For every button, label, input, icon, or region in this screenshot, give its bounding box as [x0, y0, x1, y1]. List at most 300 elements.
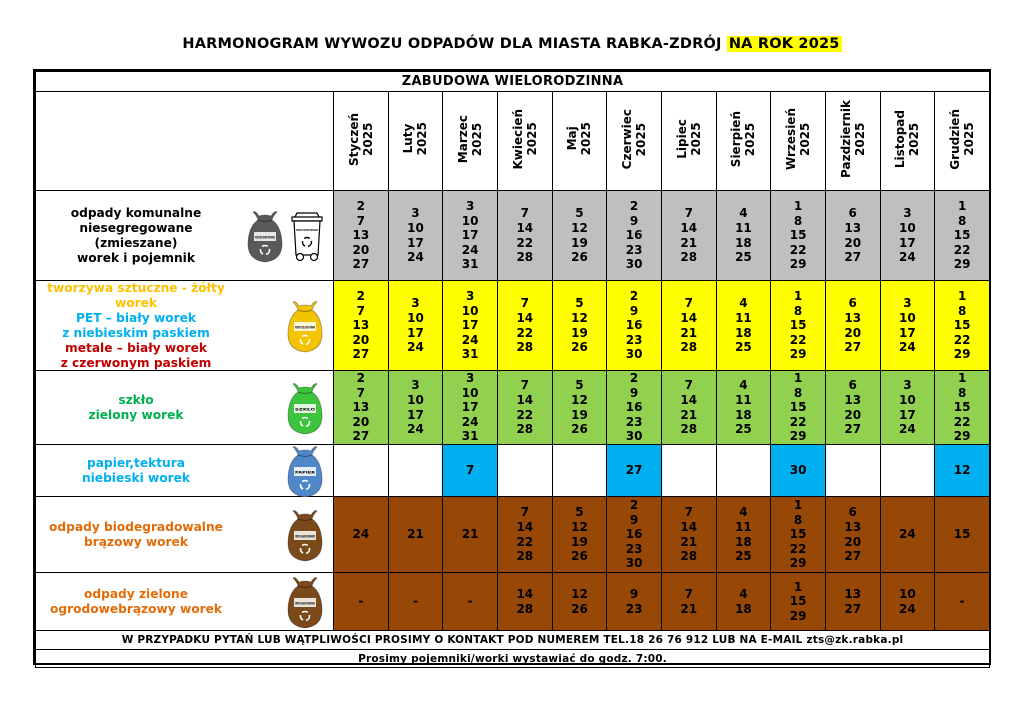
pickup-date: 5: [575, 378, 584, 393]
pickup-date: 14: [516, 220, 534, 235]
pickup-date: 12: [571, 519, 588, 534]
pickup-date: 27: [844, 549, 862, 564]
svg-text:POZOSTAŁE ODPADY KOMUNALNE: POZOSTAŁE ODPADY KOMUNALNE: [296, 227, 318, 232]
pickup-date: 27: [625, 463, 643, 478]
pickup-date: 24: [461, 414, 479, 429]
pickup-date: 22: [789, 541, 807, 556]
category-label-line: z niebieskim paskiem: [62, 325, 210, 340]
pickup-date: 14: [516, 586, 534, 601]
pickup-date: 13: [352, 228, 370, 243]
date-cell: [771, 497, 826, 573]
pickup-date: 4: [739, 378, 748, 393]
month-name: Pazdziernik: [838, 100, 853, 178]
pickup-date: 9: [629, 213, 639, 228]
brown-bag-icon: [285, 574, 325, 630]
date-cell: [443, 191, 498, 281]
pickup-date: 27: [844, 340, 862, 355]
date-cell: [607, 191, 662, 281]
month-header: [825, 92, 880, 191]
pickup-date: 16: [625, 400, 643, 415]
pickup-date: 28: [516, 549, 534, 564]
pickup-date: 17: [461, 318, 479, 333]
date-cell: [497, 281, 552, 371]
date-cell: [552, 281, 607, 371]
date-cell: [552, 573, 607, 631]
pickup-date: 3: [411, 378, 420, 393]
pickup-date: 17: [899, 407, 916, 422]
date-cell: [443, 281, 498, 371]
date-cell: [552, 371, 607, 445]
category-label: [36, 393, 236, 423]
pickup-date: 20: [352, 332, 370, 347]
pickup-date: 31: [461, 257, 479, 272]
category-label-line: szkło: [118, 392, 154, 407]
category-label-line: zielony worek: [88, 407, 184, 422]
pickup-date: 12: [953, 463, 971, 478]
svg-text:POZOSTAŁE ODPADY KOMUNALNE: POZOSTAŁE ODPADY KOMUNALNE: [255, 235, 275, 239]
category-label-line: tworzywa sztuczne - żółty: [47, 280, 225, 295]
pickup-date: 13: [844, 220, 862, 235]
pickup-date: 22: [516, 407, 534, 422]
pickup-date: 6: [848, 206, 857, 221]
pickup-date: 10: [461, 385, 479, 400]
pickup-date: 26: [571, 340, 588, 355]
category-label: [36, 587, 236, 617]
date-cell: [716, 191, 771, 281]
date-cell: [607, 281, 662, 371]
pickup-date: 16: [625, 318, 643, 333]
pickup-date: 10: [899, 310, 916, 325]
category-icons: [285, 507, 325, 563]
pickup-date: 23: [625, 414, 643, 429]
pickup-date: 29: [953, 429, 971, 444]
pickup-date: 31: [461, 429, 479, 444]
month-header: [771, 92, 826, 191]
pickup-date: 24: [899, 601, 916, 616]
pickup-date: 7: [520, 378, 529, 393]
date-cell: [935, 497, 990, 573]
date-cell: [552, 445, 607, 497]
waste-row-papier: [36, 445, 990, 497]
month-year: 2025: [798, 122, 813, 156]
pickup-date: 24: [899, 340, 916, 355]
green-bag-icon: [285, 380, 325, 436]
date-cell: [771, 191, 826, 281]
category-label: [36, 281, 236, 371]
date-cell: [497, 445, 552, 497]
pickup-date: 3: [465, 199, 475, 214]
pickup-date: 4: [739, 296, 748, 311]
pickup-date: 20: [352, 242, 370, 257]
pickup-date: 30: [625, 429, 643, 444]
category-label-line: z czerwonym paskiem: [60, 355, 212, 370]
date-cell: [388, 281, 443, 371]
pickup-date: 29: [789, 608, 807, 623]
date-cell: [607, 371, 662, 445]
pickup-date: 22: [953, 332, 971, 347]
pickup-date: 27: [352, 347, 370, 362]
month-year: 2025: [415, 122, 430, 156]
pickup-date: 29: [789, 556, 807, 571]
month-header: [388, 92, 443, 191]
pickup-date: -: [358, 594, 364, 609]
category-label: [36, 520, 236, 550]
pickup-date: 18: [735, 325, 752, 340]
pickup-date: 30: [625, 257, 643, 272]
pickup-date: 1: [793, 199, 803, 214]
category-label-line: PET – biały worek: [75, 310, 196, 325]
pickup-date: 16: [625, 527, 643, 542]
pickup-date: 28: [516, 250, 534, 265]
pickup-date: 3: [465, 371, 475, 386]
date-cell: [935, 281, 990, 371]
pickup-date: 22: [789, 332, 807, 347]
svg-text:SZKŁO: SZKŁO: [295, 407, 316, 411]
date-cell: [880, 191, 935, 281]
pickup-date: 30: [625, 347, 643, 362]
date-cell: [388, 371, 443, 445]
date-cell: [935, 191, 990, 281]
pickup-date: 20: [352, 414, 370, 429]
pickup-date: 6: [848, 505, 857, 520]
pickup-date: 7: [520, 206, 529, 221]
pickup-date: 9: [629, 385, 639, 400]
pickup-date: 17: [461, 400, 479, 415]
pickup-date: 21: [680, 235, 698, 250]
svg-text:PAPIER: PAPIER: [295, 470, 316, 474]
date-cell: [388, 191, 443, 281]
pickup-date: 10: [899, 220, 916, 235]
pickup-date: 8: [957, 303, 967, 318]
pickup-date: 28: [680, 549, 698, 564]
pickup-date: 18: [735, 534, 752, 549]
header-blank-cell: [36, 92, 334, 191]
pickup-date: 15: [789, 594, 807, 609]
pickup-date: 23: [625, 601, 643, 616]
pickup-date: 4: [739, 586, 748, 601]
pickup-date: 26: [571, 601, 588, 616]
date-cell: [716, 371, 771, 445]
pickup-date: 14: [680, 220, 698, 235]
date-cell: [935, 573, 990, 631]
pickup-date: 7: [684, 586, 693, 601]
month-name: Kwiecień: [510, 108, 525, 170]
pickup-date: 22: [516, 534, 534, 549]
category-label-line: brązowy worek: [84, 534, 188, 549]
pickup-date: 17: [407, 325, 424, 340]
blue-bag-icon: [285, 443, 325, 499]
category-label-line: niebieski worek: [81, 470, 191, 485]
pickup-date: 29: [789, 429, 807, 444]
pickup-date: 8: [793, 303, 803, 318]
month-year: 2025: [962, 122, 977, 156]
pickup-date: 10: [461, 303, 479, 318]
pickup-date: 2: [629, 289, 639, 304]
pickup-date: 10: [899, 586, 916, 601]
pickup-date: 4: [739, 505, 748, 520]
category-label-line: odpady zielone: [84, 586, 188, 601]
pickup-date: 7: [465, 463, 475, 478]
waste-row-zielone: [36, 573, 990, 631]
pickup-date: 20: [844, 534, 862, 549]
category-cell: [36, 191, 334, 281]
category-label-line: ogrodowebrązowy worek: [50, 601, 222, 616]
date-cell: [443, 573, 498, 631]
pickup-date: 11: [735, 220, 752, 235]
pickup-date: 8: [793, 213, 803, 228]
pickup-date: 7: [356, 213, 365, 228]
pickup-date: 13: [844, 519, 862, 534]
pickup-date: 17: [407, 407, 424, 422]
month-name: Styczeń: [346, 112, 361, 166]
pickup-date: 12: [571, 586, 588, 601]
pickup-date: 29: [953, 347, 971, 362]
pickup-date: 21: [680, 601, 698, 616]
date-cell: [661, 371, 716, 445]
pickup-date: 11: [735, 310, 752, 325]
category-label-line: odpady biodegradowalne: [49, 519, 223, 534]
pickup-date: 9: [629, 303, 639, 318]
date-cell: [388, 445, 443, 497]
category-icons: [285, 443, 325, 499]
pickup-date: 4: [739, 206, 748, 221]
category-label-line: worek i pojemnik: [77, 250, 195, 265]
pickup-date: 2: [629, 498, 639, 513]
date-cell: [935, 371, 990, 445]
date-cell: [334, 191, 389, 281]
pickup-date: 15: [789, 400, 807, 415]
date-cell: [388, 573, 443, 631]
date-cell: [716, 573, 771, 631]
date-cell: [825, 191, 880, 281]
pickup-date: 29: [953, 257, 971, 272]
month-name: Sierpień: [729, 110, 744, 168]
pickup-date: 20: [844, 235, 862, 250]
pickup-date: 24: [899, 527, 916, 542]
pickup-date: 3: [903, 378, 912, 393]
category-label: [36, 456, 236, 486]
waste-row-bio: [36, 497, 990, 573]
month-header: [334, 92, 389, 191]
pickup-date: 24: [407, 250, 424, 265]
category-label: [36, 206, 236, 266]
date-cell: [443, 371, 498, 445]
date-cell: [825, 281, 880, 371]
pickup-date: 20: [844, 407, 862, 422]
pickup-date: 25: [735, 549, 752, 564]
date-cell: [716, 497, 771, 573]
date-cell: [607, 445, 662, 497]
date-cell: [661, 573, 716, 631]
pickup-date: 27: [844, 422, 862, 437]
category-icons: [285, 298, 325, 354]
pickup-date: 21: [680, 325, 698, 340]
category-label-line: papier,tektura: [87, 455, 185, 470]
month-header: [497, 92, 552, 191]
date-cell: [334, 497, 389, 573]
month-year: 2025: [634, 122, 649, 156]
month-name: Luty: [401, 124, 416, 154]
pickup-date: 1: [793, 498, 803, 513]
pickup-date: 8: [957, 213, 967, 228]
pickup-date: 27: [352, 257, 370, 272]
pickup-date: 1: [793, 371, 803, 386]
waste-row-komunalne: [36, 191, 990, 281]
pickup-date: 24: [352, 527, 370, 542]
date-cell: [607, 573, 662, 631]
pickup-date: 21: [680, 534, 698, 549]
date-cell: [497, 191, 552, 281]
pickup-date: 24: [407, 340, 424, 355]
pickup-date: 13: [844, 586, 862, 601]
category-label-line: (zmieszane): [94, 235, 178, 250]
pickup-date: 17: [461, 228, 479, 243]
pickup-date: 15: [789, 228, 807, 243]
category-cell: [36, 445, 334, 497]
pickup-date: 29: [789, 257, 807, 272]
pickup-date: 19: [571, 235, 588, 250]
pickup-date: 18: [735, 601, 752, 616]
pickup-date: 30: [625, 556, 643, 571]
contact-footer: W PRZYPADKU PYTAŃ LUB WĄTPLIWOŚCI PROSIMY O KONTAKT POD NUMEREM TEL.18 26 76 912 LUB NA E-MAIL zts@zk.rabka.pl: [36, 631, 990, 650]
pickup-date: 28: [680, 250, 698, 265]
month-year: 2025: [524, 122, 539, 156]
pickup-date: 7: [684, 378, 693, 393]
pickup-date: -: [412, 594, 418, 609]
pickup-date: 23: [625, 541, 643, 556]
pickup-date: 14: [516, 392, 534, 407]
pickup-date: 14: [516, 519, 534, 534]
date-cell: [825, 445, 880, 497]
date-cell: [880, 497, 935, 573]
month-name: Grudzień: [948, 108, 963, 170]
pickup-date: 23: [625, 332, 643, 347]
category-cell: [36, 371, 334, 445]
date-cell: [443, 445, 498, 497]
pickup-date: 29: [789, 347, 807, 362]
date-cell: [334, 371, 389, 445]
pickup-date: 15: [953, 318, 971, 333]
pickup-date: 27: [352, 429, 370, 444]
pickup-date: 2: [629, 371, 639, 386]
pickup-date: 14: [680, 519, 698, 534]
pickup-date: 26: [571, 422, 588, 437]
month-header: [935, 92, 990, 191]
title-year-highlight: NA ROK 2025: [728, 36, 840, 52]
pickup-date: 17: [899, 325, 916, 340]
month-name: Wrzesień: [784, 107, 799, 170]
date-cell: [552, 191, 607, 281]
pickup-date: 17: [407, 235, 424, 250]
month-header-row: [36, 92, 990, 191]
pickup-date: 14: [680, 310, 698, 325]
pickup-date: 7: [356, 303, 365, 318]
pickup-date: 22: [516, 235, 534, 250]
svg-text:ODPADY ULEGAJĄCE BIODEGRADACJI: ODPADY ULEGAJĄCE BIODEGRADACJI: [295, 534, 315, 538]
schedule-table: [33, 69, 991, 665]
pickup-date: 18: [735, 235, 752, 250]
pickup-date: 12: [571, 220, 588, 235]
pickup-date: 21: [461, 527, 479, 542]
time-note-footer: Prosimy pojemniki/worki wystawiać do godz. 7:00.: [36, 650, 990, 668]
date-cell: [716, 281, 771, 371]
date-cell: [552, 497, 607, 573]
date-cell: [716, 445, 771, 497]
pickup-date: 25: [735, 250, 752, 265]
bin-icon: [289, 209, 325, 263]
pickup-date: 11: [735, 392, 752, 407]
pickup-date: 10: [407, 392, 424, 407]
date-cell: [771, 281, 826, 371]
pickup-date: 21: [680, 407, 698, 422]
date-cell: [334, 281, 389, 371]
pickup-date: 19: [571, 534, 588, 549]
pickup-date: 8: [793, 512, 803, 527]
pickup-date: 10: [407, 220, 424, 235]
month-year: 2025: [579, 122, 594, 156]
pickup-date: 2: [629, 199, 639, 214]
pickup-date: 28: [680, 422, 698, 437]
category-label-line: worek: [114, 295, 157, 310]
brown-bag-icon: [285, 507, 325, 563]
pickup-date: 22: [789, 242, 807, 257]
date-cell: [880, 445, 935, 497]
date-cell: [771, 371, 826, 445]
pickup-date: 8: [793, 385, 803, 400]
pickup-date: 24: [461, 332, 479, 347]
pickup-date: 25: [735, 422, 752, 437]
pickup-date: 3: [411, 296, 420, 311]
pickup-date: 27: [844, 250, 862, 265]
date-cell: [661, 281, 716, 371]
pickup-date: 13: [352, 318, 370, 333]
pickup-date: 22: [953, 242, 971, 257]
pickup-date: 24: [899, 422, 916, 437]
month-year: 2025: [907, 122, 922, 156]
month-header: [607, 92, 662, 191]
pickup-date: 1: [957, 199, 967, 214]
date-cell: [497, 497, 552, 573]
pickup-date: 2: [356, 289, 365, 304]
pickup-date: 7: [684, 296, 693, 311]
title-main: HARMONOGRAM WYWOZU ODPADÓW DLA MIASTA RABKA-ZDRÓJ: [182, 36, 727, 52]
month-name: Lipiec: [674, 119, 689, 159]
pickup-date: 9: [629, 512, 639, 527]
pickup-date: 11: [735, 519, 752, 534]
pickup-date: 9: [629, 586, 639, 601]
pickup-date: 1: [793, 289, 803, 304]
pickup-date: 2: [356, 371, 365, 386]
pickup-date: 3: [903, 296, 912, 311]
pickup-date: 3: [411, 206, 420, 221]
pickup-date: 5: [575, 505, 584, 520]
date-cell: [607, 497, 662, 573]
date-cell: [388, 497, 443, 573]
month-year: 2025: [743, 122, 758, 156]
pickup-date: 13: [844, 392, 862, 407]
pickup-date: 21: [407, 527, 424, 542]
date-cell: [661, 445, 716, 497]
pickup-date: 19: [571, 407, 588, 422]
month-header: [552, 92, 607, 191]
pickup-date: -: [467, 594, 473, 609]
pickup-date: 14: [516, 310, 534, 325]
pickup-date: 31: [461, 347, 479, 362]
pickup-date: 20: [844, 325, 862, 340]
date-cell: [497, 573, 552, 631]
pickup-date: 15: [789, 527, 807, 542]
date-cell: [771, 445, 826, 497]
